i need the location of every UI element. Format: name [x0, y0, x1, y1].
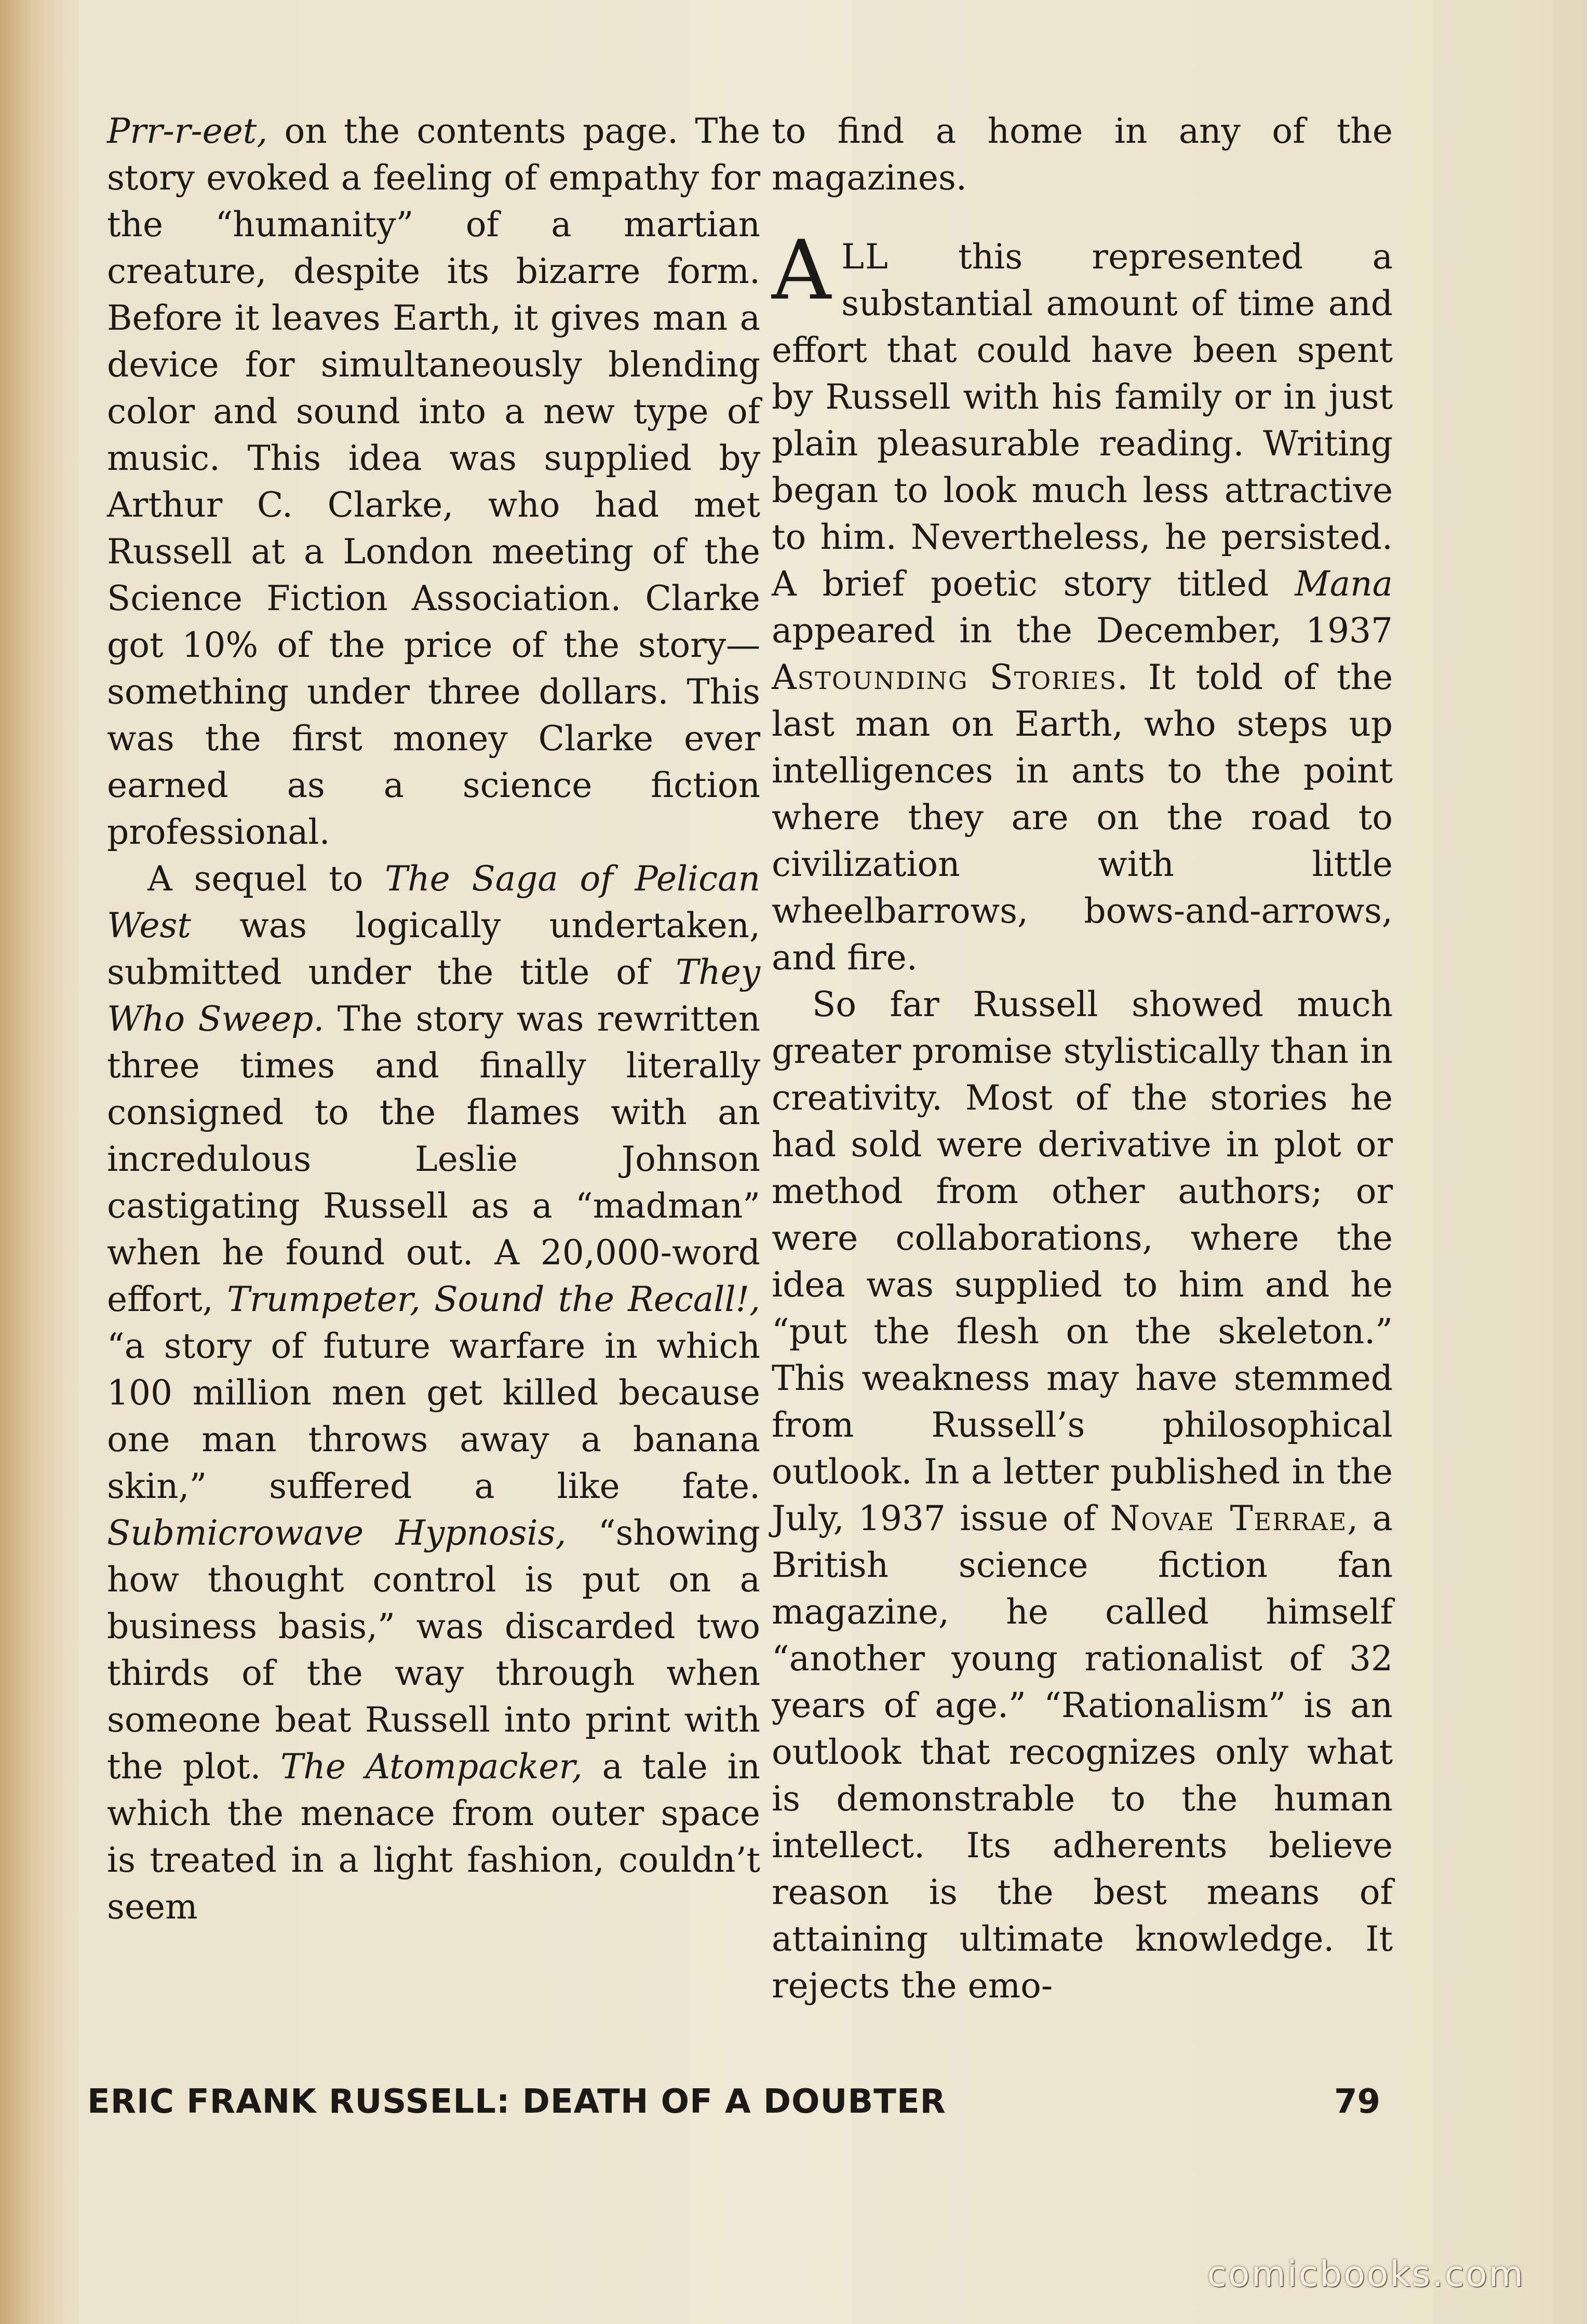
magazine-name: Novae Terrae — [1110, 1498, 1348, 1538]
paragraph — [107, 108, 760, 856]
body-text: to find a home in any of the magazines. — [772, 111, 1393, 198]
body-text: appeared in the December, 1937 — [772, 611, 1393, 651]
story-title: Prr-r-eet, — [107, 111, 268, 151]
body-text: A sequel to — [147, 859, 385, 899]
paragraph — [772, 981, 1393, 2009]
magazine-name: Astounding Stories — [772, 657, 1118, 697]
story-title: Submicrowave Hypnosis, — [107, 1513, 567, 1553]
body-text: , a British science fiction fan magazine, he called himself “another young rationalist of 32 years of age.” “Rationalism” is an outlook that recognizes only what is demonstrable to the human intellect. Its adherents believe reason is the best means of attaining ultimate knowledge. It rejects the emo- — [772, 1498, 1393, 2006]
body-text: The story was rewritten three times and finally literally consigned to the flames with an incredulous Leslie Johnson castigating Russell as a “madman” when he found out. A 20,000-word effort, — [107, 999, 760, 1319]
body-text: on the contents page. The story evoked a feeling of empathy for the “humanity” of a martian creature, despite its bizarre form. Before it leaves Earth, it gives man a device for simultaneously blending color and sound into a new type of music. This idea was supplied by Arthur C. Clarke, who had met Russell at a London meeting of the Science Fiction Association. Clarke got 10% of the price of the story—something under three dollars. This was the first money Clarke ever earned as a science fiction professional. — [107, 111, 760, 852]
paragraph — [772, 223, 1393, 981]
body-text: a tale in which the menace from outer space is treated in a light fashion, couldn’t seem — [107, 1747, 760, 1927]
body-text: “showing how thought control is put on a business basis,” was discarded two thirds of the way through when someone beat Russell into print with the plot. — [107, 1513, 760, 1787]
paragraph — [772, 108, 1393, 201]
body-text: So far Russell showed much greater promise stylistically than in creativity. Most of the stories he had sold were derivative in plot or method from other authors; or were collaborations, where the idea was supplied to him and he “put the flesh on the skeleton.” This weakness may have stemmed from Russell’s philosophical outlook. In a letter published in the July, 1937 issue of — [772, 984, 1393, 1538]
story-title: The Saga of Pelican West — [107, 859, 760, 945]
paragraph — [107, 856, 760, 1930]
lead-in: LL — [841, 237, 889, 277]
drop-cap: A — [772, 223, 831, 318]
story-title: Mana — [1295, 564, 1393, 604]
running-title: ERIC FRANK RUSSELL: DEATH OF A DOUBTER — [87, 2083, 946, 2121]
story-title: They Who Sweep. — [107, 952, 760, 1039]
body-text: this represented a substantial amount of time and effort that could have been spent by Russell with his family or in just plain pleasurable reading. Writing began to look much less attractive to him. Nevertheless, he persisted. A brief poetic story titled — [772, 237, 1393, 604]
body-text: was logically undertaken, submitted under the title of — [107, 906, 760, 992]
body-text: . It told of the last man on Earth, who steps up intelligences in ants to the point where they are on the road to civilization with little wheelbarrows, bows-and-arrows, and fire. — [772, 657, 1393, 978]
story-title: Trumpeter, Sound the Recall!, — [227, 1279, 760, 1319]
body-text: “a story of future warfare in which 100 million men get killed because one man throws away a banana skin,” suffered a like fate. — [107, 1326, 760, 1506]
watermark-text: comicbooks.com — [1207, 2254, 1525, 2295]
left-column — [107, 108, 760, 1930]
story-title: The Atompacker, — [280, 1747, 583, 1787]
page-number: 79 — [1334, 2083, 1380, 2121]
right-column — [772, 108, 1393, 2009]
